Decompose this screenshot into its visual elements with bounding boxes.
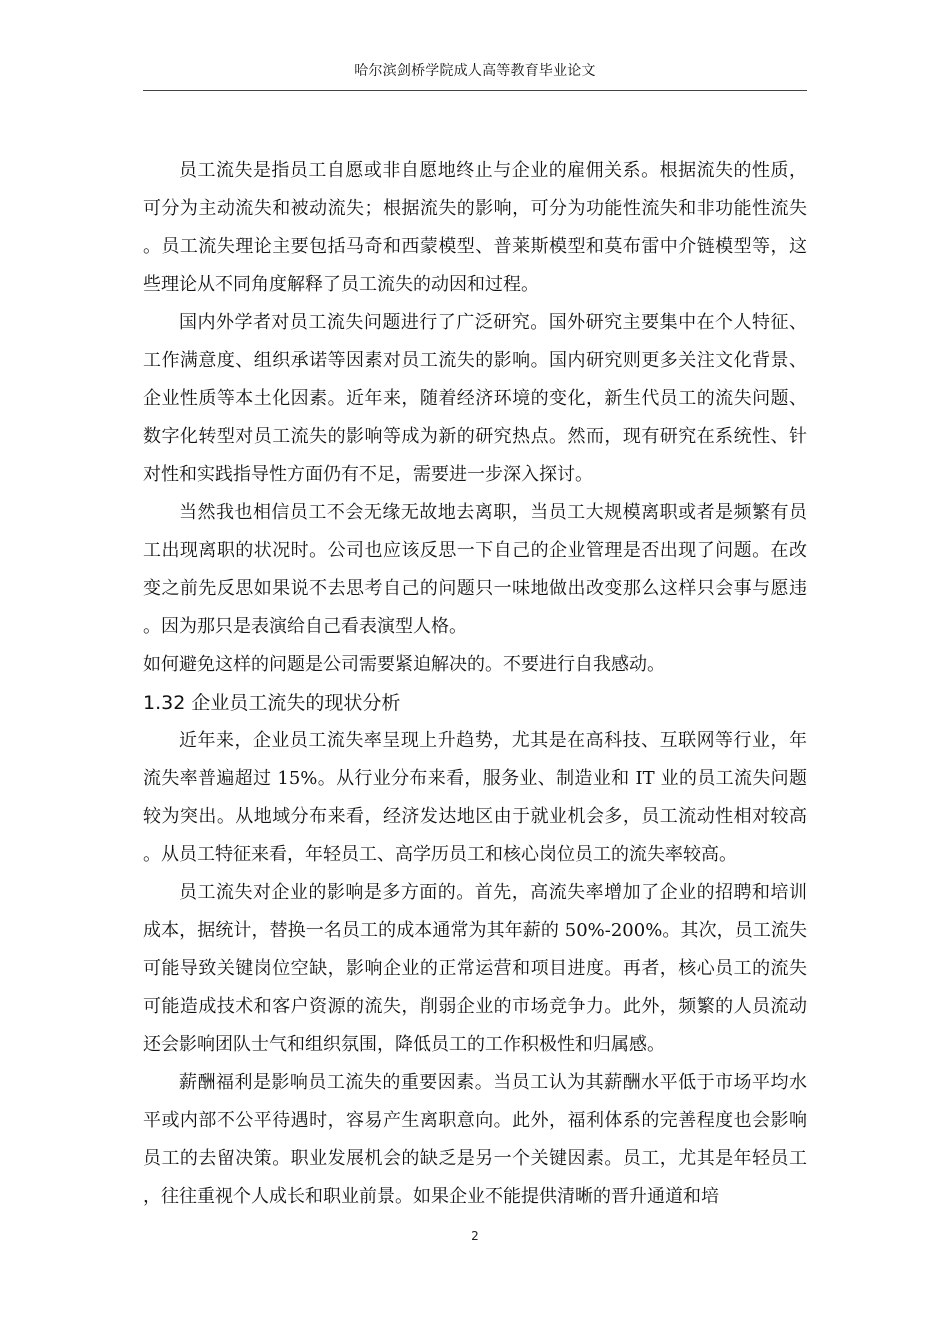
paragraph-factors: 薪酬福利是影响员工流失的重要因素。当员工认为其薪酬水平低于市场平均水平或内部不公平待遇时，容易产生离职意向。此外，福利体系的完善程度也会影响员工的去留决策。职业发展机会的缺乏是另一个关键因素。员工，尤其是年轻员工，往往重视个人成长和职业前景。如果企业不能提供清晰的晋升通道和培 (143, 1072, 807, 1207)
paragraph-reflection: 当然我也相信员工不会无缘无故地去离职，当员工大规模离职或者是频繁有员工出现离职的状况时。公司也应该反思一下自己的企业管理是否出现了问题。在改变之前先反思如果说不去思考自己的问题只一味地做出改变那么这样只会事与愿违。因为那只是表演给自己看表演型人格。 (143, 502, 807, 637)
paragraph-definition: 员工流失是指员工自愿或非自愿地终止与企业的雇佣关系。根据流失的性质，可分为主动流失和被动流失；根据流失的影响，可分为功能性流失和非功能性流失。员工流失理论主要包括马奇和西蒙模型、普莱斯模型和莫布雷中介链模型等，这些理论从不同角度解释了员工流失的动因和过程。 (143, 160, 807, 295)
section-heading: 1.32 企业员工流失的现状分析 (143, 692, 401, 714)
document-body (143, 152, 807, 1216)
page-number: 2 (471, 1229, 479, 1243)
header-title: 哈尔滨剑桥学院成人高等教育毕业论文 (354, 63, 596, 79)
page-header (143, 60, 807, 91)
paragraph-impact: 员工流失对企业的影响是多方面的。首先，高流失率增加了企业的招聘和培训成本，据统计，替换一名员工的成本通常为其年薪的 50%-200%。其次，员工流失可能导致关键岗位空缺，影响企业的正常运营和项目进度。再者，核心员工的流失可能造成技术和客户资源的流失，削弱企业的市场竞争力。此外，频繁的人员流动还会影响团队士气和组织氛围，降低员工的工作积极性和归属感。 (143, 882, 807, 1055)
paragraph-research-review: 国内外学者对员工流失问题进行了广泛研究。国外研究主要集中在个人特征、工作满意度、组织承诺等因素对员工流失的影响。国内研究则更多关注文化背景、企业性质等本土化因素。近年来，随着经济环境的变化，新生代员工的流失问题、数字化转型对员工流失的影响等成为新的研究热点。然而，现有研究在系统性、针对性和实践指导性方面仍有不足，需要进一步深入探讨。 (143, 312, 807, 485)
paragraph-conclusion-note: 如何避免这样的问题是公司需要紧迫解决的。不要进行自我感动。 (143, 654, 665, 675)
paragraph-status: 近年来，企业员工流失率呈现上升趋势，尤其是在高科技、互联网等行业，年流失率普遍超过 15%。从行业分布来看，服务业、制造业和 IT 业的员工流失问题较为突出。从地域分布来看，经济发达地区由于就业机会多，员工流动性相对较高。从员工特征来看，年轻员工、高学历员工和核心岗位员工的流失率较高。 (143, 730, 807, 865)
